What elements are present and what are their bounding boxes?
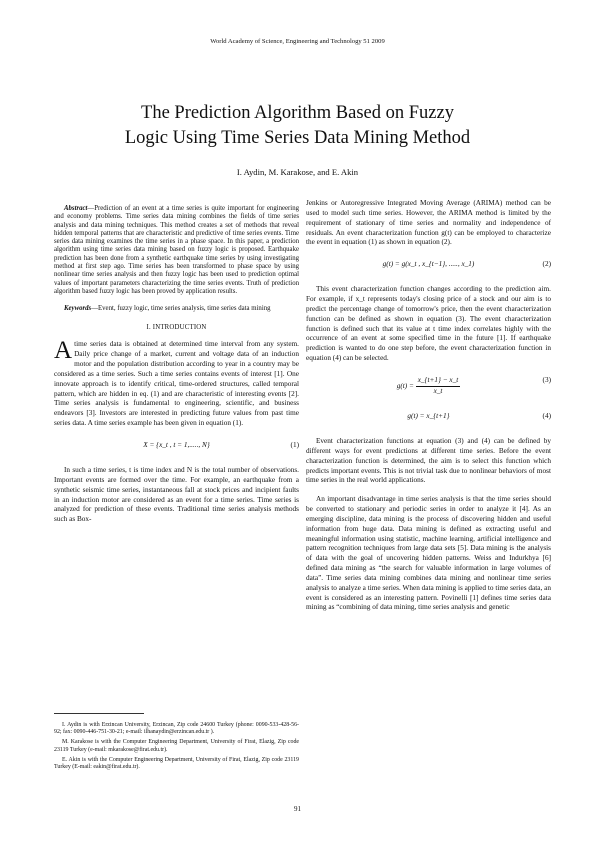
author-list: I. Aydin, M. Karakose, and E. Akin xyxy=(236,167,359,177)
equation-3-lhs: g(t) = xyxy=(396,381,414,390)
paper-title xyxy=(40,101,555,151)
intro-paragraph-2: In such a time series, t is time index and N is the total number of observations. Important events are formed over the time. For example, an earthquake from a synthetic seismic time series, instantaneous fall at stock prices and incipient faults in an induction motor are considered as an event for a time series. Time series is analyzed for prediction of these events. Traditional time series analysis methods such as Box- xyxy=(54,466,299,524)
right-paragraph-2: This event characterization function changes according to the prediction aim. For example, if x_t represents today's closing price of a stock and our aim is to predict the percentage change of tomorrow's price, then the event characterization function can be defined as shown in equation (3). The event characterization function is defined such that its value at t time index correlates highly with the occurrence of an event at some specified time in the future [1]. If earthquake prediction is wanted to do one step before, the event characterization function in equation (4) can be selected. xyxy=(306,285,551,363)
title-line-1: The Prediction Algorithm Based on Fuzzy xyxy=(141,103,454,123)
equation-1-expression: X = {x_t , t = 1,....., N} xyxy=(143,441,210,449)
footnote-1: I. Aydin is with Erzincan University, Erzincan, Zip code 24600 Turkey (phone: 0090-533-428-56-92; fax: 0090-446-751-30-21; e-mail: ilhanaydin@erzincan.edu.tr ). xyxy=(54,722,299,736)
equation-3-number: (3) xyxy=(542,375,551,384)
footnotes xyxy=(54,722,299,774)
equation-2 xyxy=(306,257,551,277)
equation-3-expression xyxy=(306,376,551,397)
footnote-2: M. Karakose is with the Computer Engineering Department, University of Firat, Elazig, Zip code 23119 Turkey (e-mail: mkarakose@firat.edu.tr). xyxy=(54,739,299,753)
equation-2-number: (2) xyxy=(542,260,551,269)
equation-3-fraction xyxy=(416,376,461,397)
equation-3-denominator: x_t xyxy=(433,386,443,395)
equation-2-expression: g(t) = g(x_t , x_{t−1}, ....., x_1) xyxy=(382,260,475,269)
keywords-label: Keywords xyxy=(64,305,92,313)
right-paragraph-3: Event characterization functions at equation (3) and (4) can be defined by different ways for event predictions at different time series. Before the event characterization function is determined, the aim is to select this function which predicts important events. This is not trivial task due to nonlinear behaviors of most time series in the real world applications. xyxy=(306,436,551,485)
right-column xyxy=(306,199,551,622)
drop-cap: A xyxy=(54,337,73,365)
running-header: World Academy of Science, Engineering and Technology 51 2009 xyxy=(210,38,385,45)
title-line-2: Logic Using Time Series Data Mining Method xyxy=(124,128,471,148)
keywords-text: —Event, fuzzy logic, time series analysis, time series data mining xyxy=(91,305,271,313)
abstract xyxy=(54,205,299,296)
equation-1-number: (1) xyxy=(290,441,299,449)
keywords xyxy=(54,305,299,313)
equation-4 xyxy=(306,409,551,429)
abstract-label: Abstract xyxy=(64,205,88,212)
section-heading: I. INTRODUCTION xyxy=(146,323,207,331)
footnote-3: E. Akin is with the Computer Engineering Department, University of Firat, Elazig, Zip code 23119 Turkey (E-mail: eakin@firat.edu.tr). xyxy=(54,756,299,771)
right-paragraph-4: An important disadvantage in time series analysis is that the time series should be converted to stationary and periodic series in order to analyze it [4]. As an emerging discipline, data mining is the process of discovering hidden and useful information from huge data. Data mining is defined as extracting useful and meaningful information using statistic, machine learning, artificial intelligence and pattern recognition techniques from large data sets [5]. Data mining is the analysis of data with the goal of uncovering hidden patterns. Weiss and Indurkhya [6] defined data mining as “the search for valuable information in large volumes of data”. Time series data mining combines data mining and nonlinear time series analysis to analyze a time series. When data mining is applied to time series data, an event is considered as an interesting pattern. Povinelli [1] defines time series data mining as “combining of data mining, time series analysis and genetic xyxy=(306,495,551,612)
intro-paragraph-1-text: time series data is obtained at determined time interval from any system. Daily price change of a market, current and voltage data of an induction motor and the population distribution according to year in a country may be considered as a time series. Such a time series contains events of interest [1]. One innovate approach is to identify critical, time-ordered structures, called temporal pattern, which are hidden in eq. (1) and are characteristic of interesting events [2]. Time series analysis is fundamental to engineering, scientific, and business endeavors [3]. Investors are interested in predicting future values from past time series data. A time series example has been given in equation (1). xyxy=(54,340,299,428)
equation-3-numerator: x_{t+1} − x_t xyxy=(416,376,461,387)
equation-1 xyxy=(54,438,299,458)
abstract-text: —Prediction of an event at a time series is quite important for engineering and economy problems. Time series data mining combines the fields of time series analysis and data mining techniques. This method creates a set of methods that reveal hidden temporal patterns that are characteristic and predictive of time series events. Time series data mining examines the time series in a phase space. In this paper, a prediction algorithm using time series data mining based on fuzzy logic is proposed. Earthquake prediction has been done from a synthetic earthquake time series by using investigating method at first step ago. Time series has been transformed to phase space by using nonlinear time series analysis and then fuzzy logic has been used to prediction optimal values of important parameters characterizing the time series events. Truth of prediction algorithm based fuzzy logic has been proved by application results. xyxy=(54,205,299,295)
page-number: 91 xyxy=(294,805,301,813)
equation-4-number: (4) xyxy=(542,411,551,420)
footnote-rule xyxy=(54,713,144,714)
equation-3 xyxy=(306,373,551,401)
right-paragraph-1: Jenkins or Autoregressive Integrated Moving Average (ARIMA) method can be used to model such time series. However, the ARIMA method is limited by the requirement of stationary of time series and normality and independence of residuals. An event characterization function g(t) can be employed to characterize the event in equation (1) as shown in equation (2). xyxy=(306,199,551,247)
left-column xyxy=(54,205,299,534)
equation-4-expression: g(t) = x_{t+1} xyxy=(407,411,450,420)
intro-paragraph-1 xyxy=(54,337,299,429)
